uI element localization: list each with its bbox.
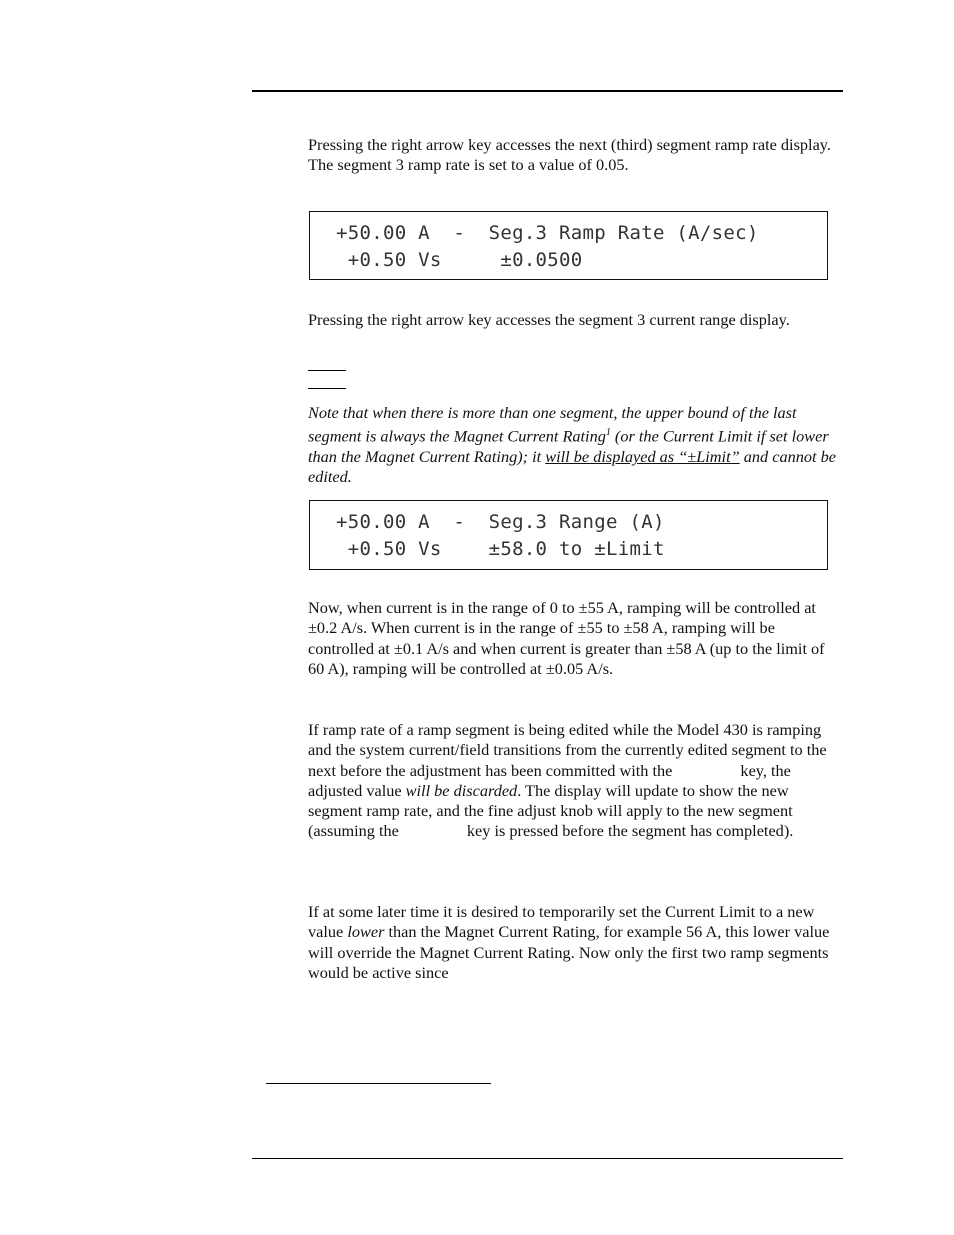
paragraph-current-limit — [308, 902, 840, 983]
footnote-ref: 1 — [605, 427, 611, 439]
para4-text-a: If ramp rate of a ramp segment is being edited while the Model 430 is ramping and the system current/field transitions from the currently edited segment to the next before the adjustment has been committed with the — [308, 720, 827, 780]
note-text-2: (or the Current Limit if set lower than the Magnet Current Rating); it — [308, 426, 829, 467]
para4-text-d: . The display will update to show the new segment ramp rate, and the fine adjust knob will apply to the new segment (assuming the — [308, 780, 793, 841]
lcd-display-range — [309, 500, 828, 570]
note-text-1: Note that when there is more than one segment, the upper bound of the last segment is always the Magnet Current Rating — [308, 403, 797, 446]
lcd-display-ramp-rate — [309, 211, 828, 280]
paragraph-current-range-display: Pressing the right arrow key accesses the segment 3 current range display. — [308, 310, 790, 329]
header-rule — [252, 90, 843, 92]
para5-text-c: than the Magnet Current Rating, for example 56 A, this lower value will override the Magnet Current Rating. Now only the first two ramp segments would be active since — [308, 922, 830, 982]
paragraph-editing-during-ramp — [308, 720, 840, 842]
lcd-line-2: +0.50 Vs ±0.0500 — [336, 249, 583, 271]
note-underlined-text: will be displayed as “±Limit” — [545, 447, 740, 467]
para5-italic: lower — [347, 922, 385, 942]
note-text-3: and cannot be edited. — [308, 447, 836, 487]
footer-rule — [252, 1158, 843, 1159]
paragraph-ramping-ranges: Now, when current is in the range of 0 to ±55 A, ramping will be controlled at ±0.2 A/s. When current is in the range of ±55 to ±58 A, ramping will be controlled at ±0.1 A/s and when current is greater than ±58 A (up to the limit of 60 A), ramping will be controlled at ±0.05 A/s. — [308, 598, 825, 678]
para4-italic: will be discarded — [405, 780, 518, 800]
lcd-line-2: +0.50 Vs ±58.0 to ±Limit — [336, 538, 665, 560]
note-paragraph — [308, 403, 840, 488]
lcd-line-1: +50.00 A - Seg.3 Ramp Rate (A/sec) — [336, 222, 759, 244]
lcd-line-1: +50.00 A - Seg.3 Range (A) — [336, 511, 665, 533]
note-marker-rule-top — [308, 370, 346, 371]
footnote-rule — [266, 1083, 491, 1084]
para4-text-e: key is pressed before the segment has completed). — [466, 821, 794, 841]
para5-text-a: If at some later time it is desired to temporarily set the Current Limit to a new value — [308, 902, 815, 942]
paragraph-third-segment-ramp-rate: Pressing the right arrow key accesses the next (third) segment ramp rate display. The segment 3 ramp rate is set to a value of 0.05. — [308, 135, 831, 175]
note-marker-rule-bottom — [308, 388, 346, 389]
para4-text-b: key, the adjusted value — [308, 760, 791, 800]
